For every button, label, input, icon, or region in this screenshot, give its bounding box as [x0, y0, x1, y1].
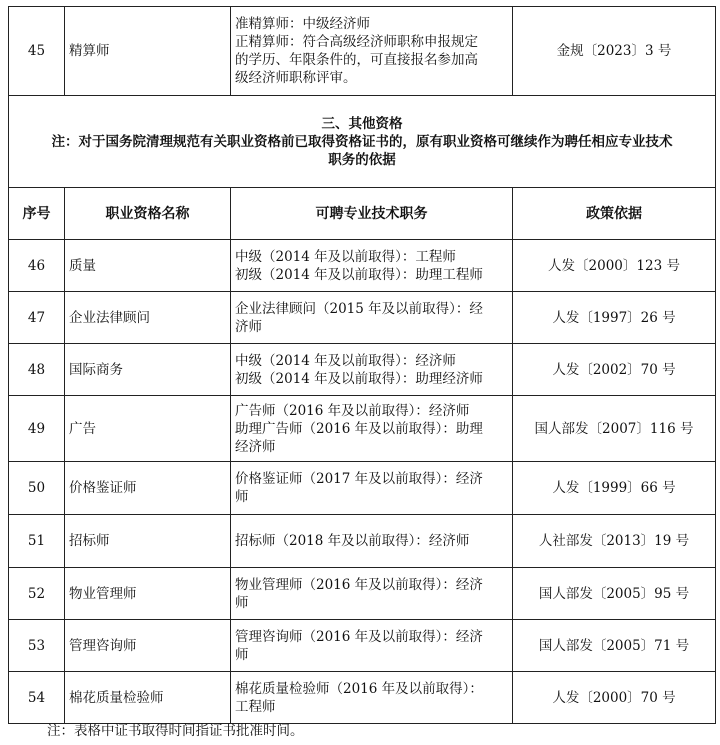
- header-row: [9, 188, 716, 240]
- table-row: [9, 7, 716, 96]
- duty-line: 级经济师职称评审。: [235, 70, 357, 86]
- duty-line: 广告师（2016 年及以前取得）：经济师: [235, 402, 470, 419]
- policy-basis: 人发〔1999〕66 号: [513, 462, 716, 515]
- header-duty: 可聘专业技术职务: [231, 188, 513, 240]
- duty-line: 工程师: [235, 698, 276, 715]
- duty-line: 价格鉴证师（2017 年及以前取得）：经济: [235, 471, 483, 487]
- policy-basis: 人发〔2002〕70 号: [513, 344, 716, 396]
- duty-line: 初级（2014 年及以前取得）：助理经济师: [235, 370, 483, 387]
- table-row: [9, 344, 716, 396]
- duty-line: 准精算师：中级经济师: [235, 16, 370, 32]
- duty-line: 企业法律顾问（2015 年及以前取得）：经: [235, 300, 483, 317]
- row-number: 45: [9, 7, 65, 96]
- duty-cell: [231, 344, 513, 396]
- duty-line: 棉花质量检验师（2016 年及以前取得）：: [235, 680, 483, 697]
- duty-line: 招标师（2018 年及以前取得）：经济师: [235, 533, 470, 549]
- duty-cell: [231, 396, 513, 462]
- policy-basis: 国人部发〔2005〕71 号: [513, 620, 716, 672]
- header-policy: 政策依据: [513, 188, 716, 240]
- duty-line: 经济师: [235, 438, 276, 455]
- qualification-name: 价格鉴证师: [65, 462, 231, 515]
- row-number: 51: [9, 515, 65, 568]
- duty-cell: [231, 672, 513, 724]
- duty-cell: [231, 568, 513, 620]
- duty-line: 师: [235, 646, 249, 663]
- qualification-name: 国际商务: [65, 344, 231, 396]
- policy-basis: 国人部发〔2007〕116 号: [513, 396, 716, 462]
- qualification-table: [8, 6, 716, 724]
- row-number: 46: [9, 240, 65, 292]
- policy-basis: 人社部发〔2013〕19 号: [513, 515, 716, 568]
- duty-line: 师: [235, 489, 249, 505]
- qualification-name: 棉花质量检验师: [65, 672, 231, 724]
- qualification-name: 广告: [65, 396, 231, 462]
- table-row: [9, 240, 716, 292]
- qualification-name: 招标师: [65, 515, 231, 568]
- row-number: 54: [9, 672, 65, 724]
- table-row: [9, 292, 716, 344]
- duty-cell: [231, 620, 513, 672]
- table-row: [9, 396, 716, 462]
- row-number: 48: [9, 344, 65, 396]
- section-title: 三、其他资格: [321, 115, 403, 132]
- footnote: 注：表格中证书取得时间指证书批准时间。: [47, 723, 304, 739]
- qualification-name: 企业法律顾问: [65, 292, 231, 344]
- row-number: 50: [9, 462, 65, 515]
- duty-cell: [231, 462, 513, 515]
- row-number: 49: [9, 396, 65, 462]
- policy-basis: 人发〔2000〕123 号: [513, 240, 716, 292]
- duty-line: 管理咨询师（2016 年及以前取得）：经济: [235, 628, 483, 645]
- duty-line: 物业管理师（2016 年及以前取得）：经济: [235, 576, 483, 593]
- policy-basis: 人发〔2000〕70 号: [513, 672, 716, 724]
- qualification-name: 精算师: [65, 7, 231, 96]
- duty-line: 助理广告师（2016 年及以前取得）：助理: [235, 420, 483, 437]
- table-row: [9, 515, 716, 568]
- duty-cell: [231, 240, 513, 292]
- row-number: 52: [9, 568, 65, 620]
- policy-basis: 国人部发〔2005〕95 号: [513, 568, 716, 620]
- duty-line: 中级（2014 年及以前取得）：经济师: [235, 352, 456, 369]
- policy-basis: 人发〔1997〕26 号: [513, 292, 716, 344]
- table-row: [9, 568, 716, 620]
- duty-cell: [231, 515, 513, 568]
- header-name: 职业资格名称: [65, 188, 231, 240]
- row-number: 47: [9, 292, 65, 344]
- table-row: [9, 462, 716, 515]
- header-number: 序号: [9, 188, 65, 240]
- table-row: [9, 620, 716, 672]
- duty-line: 的学历、年限条件的，可直接报名参加高: [235, 52, 478, 68]
- section-row: [9, 96, 716, 188]
- qualification-name: 物业管理师: [65, 568, 231, 620]
- duty-line: 济师: [235, 318, 262, 335]
- qualification-name: 管理咨询师: [65, 620, 231, 672]
- section-header: [9, 96, 716, 188]
- section-note: 职务的依据: [328, 151, 396, 168]
- section-note: 注：对于国务院清理规范有关职业资格前已取得资格证书的，原有职业资格可继续作为聘任相应专业技术: [51, 133, 673, 150]
- row-number: 53: [9, 620, 65, 672]
- duty-line: 师: [235, 594, 249, 611]
- duty-line: 初级（2014 年及以前取得）：助理工程师: [235, 266, 483, 283]
- duty-cell: [231, 292, 513, 344]
- duty-line: 正精算师：符合高级经济师职称申报规定: [235, 34, 478, 50]
- table-row: [9, 672, 716, 724]
- duty-cell: [231, 7, 513, 96]
- qualification-name: 质量: [65, 240, 231, 292]
- policy-basis: 金规〔2023〕3 号: [513, 7, 716, 96]
- duty-line: 中级（2014 年及以前取得）：工程师: [235, 248, 456, 265]
